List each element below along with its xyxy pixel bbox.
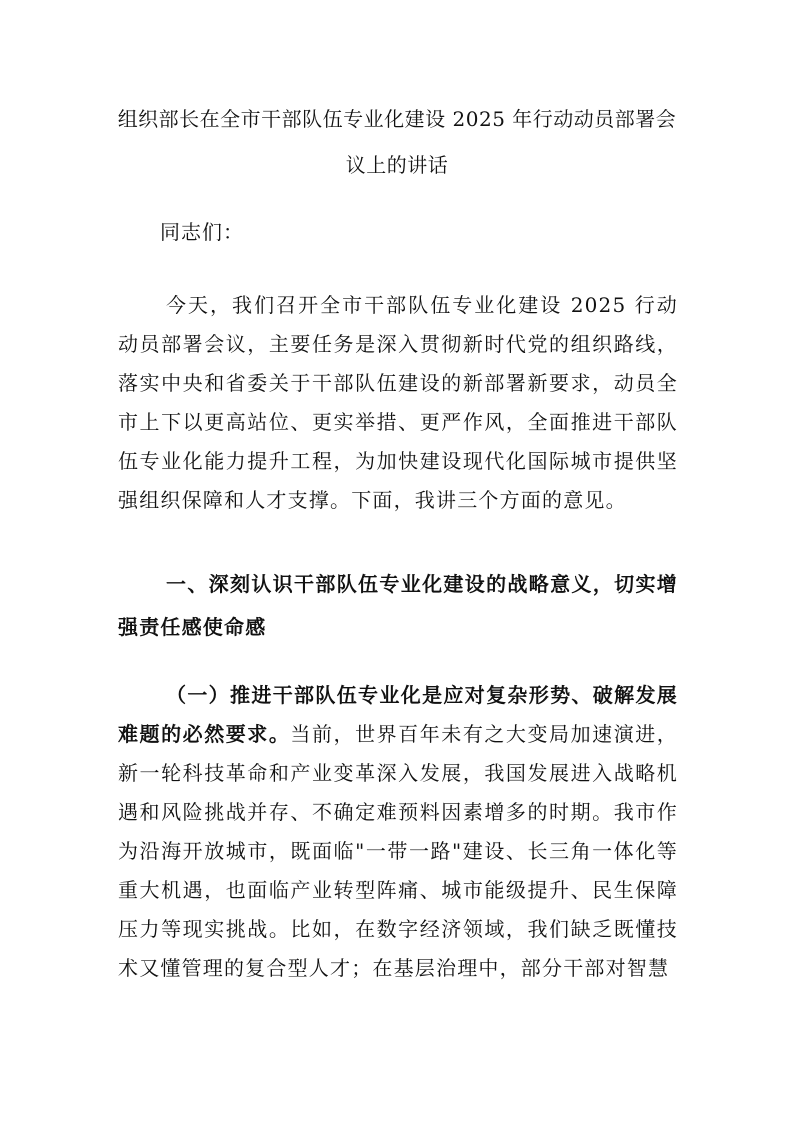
opening-paragraph: 今天，我们召开全市干部队伍专业化建设 2025 行动动员部署会议，主要任务是深入贯彻新时代党的组织路线，落实中央和省委关于干部队伍建设的新部署新要求，动员全市上下以更高站位、更实举措、更严作风，全面推进干部队伍专业化能力提升工程，为加快建设现代化国际城市提供坚强组织保障和人才支撑。下面，我讲三个方面的意见。: [118, 293, 678, 512]
subsection-body: 当前，世界百年未有之大变局加速演进，新一轮科技革命和产业变革深入发展，我国发展进入战略机遇和风险挑战并存、不确定难预料因素增多的时期。我市作为沿海开放城市，既面临"一带一路"建设、长三角一体化等重大机遇，也面临产业转型阵痛、城市能级提升、民生保障压力等现实挑战。比如，在数字经济领域，我们缺乏既懂技术又懂管理的复合型人才；在基层治理中，部分干部对智慧: [118, 722, 678, 980]
subsection-lead: （一）推进干部队伍专业化是应对复杂形势、破解发展难题的必然要求。: [118, 683, 678, 746]
salutation: 同志们：: [160, 220, 244, 244]
subsection-paragraph: [118, 676, 678, 988]
section-heading: 一、深刻认识干部队伍专业化建设的战略意义，切实增强责任感使命感: [118, 572, 678, 639]
document-title: 组织部长在全市干部队伍专业化建设 2025 年行动动员部署会议上的讲话: [117, 107, 677, 177]
